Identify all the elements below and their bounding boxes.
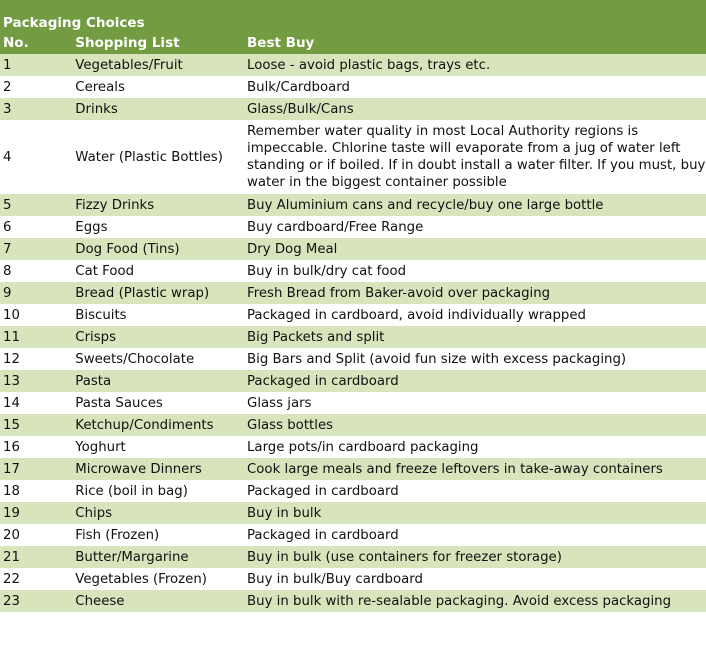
cell-best-buy: Fresh Bread from Baker-avoid over packaging	[244, 282, 706, 304]
cell-best-buy: Dry Dog Meal	[244, 238, 706, 260]
cell-shopping-list: Vegetables (Frozen)	[72, 568, 244, 590]
cell-shopping-list: Chips	[72, 502, 244, 524]
cell-shopping-list: Vegetables/Fruit	[72, 54, 244, 76]
cell-no: 18	[0, 480, 72, 502]
cell-shopping-list: Drinks	[72, 98, 244, 120]
cell-best-buy: Buy in bulk with re-sealable packaging. Avoid excess packaging	[244, 590, 706, 612]
cell-shopping-list: Eggs	[72, 216, 244, 238]
cell-best-buy: Buy in bulk/Buy cardboard	[244, 568, 706, 590]
cell-shopping-list: Fizzy Drinks	[72, 194, 244, 216]
table-row	[0, 590, 706, 612]
cell-shopping-list: Microwave Dinners	[72, 458, 244, 480]
title-row	[0, 0, 706, 33]
cell-no: 5	[0, 194, 72, 216]
table-row	[0, 120, 706, 194]
cell-best-buy: Packaged in cardboard	[244, 370, 706, 392]
cell-shopping-list: Bread (Plastic wrap)	[72, 282, 244, 304]
cell-best-buy: Buy cardboard/Free Range	[244, 216, 706, 238]
cell-shopping-list: Pasta	[72, 370, 244, 392]
table-row	[0, 54, 706, 76]
cell-no: 16	[0, 436, 72, 458]
cell-best-buy: Cook large meals and freeze leftovers in take-away containers	[244, 458, 706, 480]
cell-no: 15	[0, 414, 72, 436]
cell-best-buy: Buy in bulk/dry cat food	[244, 260, 706, 282]
cell-best-buy: Remember water quality in most Local Authority regions is impeccable. Chlorine taste will evaporate from a jug of water left standing or if boiled. If in doubt install a water filter. If you must, buy water in the biggest container possible	[244, 120, 706, 194]
table-row	[0, 480, 706, 502]
table-row	[0, 282, 706, 304]
cell-best-buy: Buy in bulk	[244, 502, 706, 524]
cell-shopping-list: Cat Food	[72, 260, 244, 282]
cell-shopping-list: Ketchup/Condiments	[72, 414, 244, 436]
cell-best-buy: Packaged in cardboard	[244, 524, 706, 546]
cell-shopping-list: Sweets/Chocolate	[72, 348, 244, 370]
cell-shopping-list: Yoghurt	[72, 436, 244, 458]
cell-shopping-list: Dog Food (Tins)	[72, 238, 244, 260]
table-row	[0, 370, 706, 392]
cell-no: 2	[0, 76, 72, 98]
cell-no: 13	[0, 370, 72, 392]
cell-no: 1	[0, 54, 72, 76]
table-row	[0, 392, 706, 414]
cell-best-buy: Loose - avoid plastic bags, trays etc.	[244, 54, 706, 76]
cell-no: 9	[0, 282, 72, 304]
cell-shopping-list: Fish (Frozen)	[72, 524, 244, 546]
table-row	[0, 216, 706, 238]
cell-no: 11	[0, 326, 72, 348]
cell-shopping-list: Water (Plastic Bottles)	[72, 120, 244, 194]
cell-best-buy: Big Bars and Split (avoid fun size with excess packaging)	[244, 348, 706, 370]
table-row	[0, 348, 706, 370]
table-row	[0, 414, 706, 436]
table-row	[0, 238, 706, 260]
cell-shopping-list: Rice (boil in bag)	[72, 480, 244, 502]
cell-best-buy: Buy Aluminium cans and recycle/buy one large bottle	[244, 194, 706, 216]
table-row	[0, 502, 706, 524]
table-row	[0, 194, 706, 216]
cell-best-buy: Packaged in cardboard	[244, 480, 706, 502]
table-row	[0, 260, 706, 282]
table-row	[0, 568, 706, 590]
cell-best-buy: Bulk/Cardboard	[244, 76, 706, 98]
cell-no: 22	[0, 568, 72, 590]
table-row	[0, 524, 706, 546]
cell-best-buy: Big Packets and split	[244, 326, 706, 348]
header-best-buy: Best Buy	[244, 33, 706, 54]
cell-best-buy: Glass/Bulk/Cans	[244, 98, 706, 120]
cell-no: 14	[0, 392, 72, 414]
cell-best-buy: Packaged in cardboard, avoid individually wrapped	[244, 304, 706, 326]
header-no: No.	[0, 33, 72, 54]
table-row	[0, 304, 706, 326]
table-row	[0, 98, 706, 120]
table-title: Packaging Choices	[0, 0, 706, 33]
cell-no: 4	[0, 120, 72, 194]
cell-no: 23	[0, 590, 72, 612]
cell-best-buy: Buy in bulk (use containers for freezer storage)	[244, 546, 706, 568]
header-row	[0, 33, 706, 54]
cell-shopping-list: Pasta Sauces	[72, 392, 244, 414]
cell-no: 21	[0, 546, 72, 568]
cell-best-buy: Glass bottles	[244, 414, 706, 436]
cell-no: 3	[0, 98, 72, 120]
cell-shopping-list: Butter/Margarine	[72, 546, 244, 568]
cell-no: 8	[0, 260, 72, 282]
cell-no: 7	[0, 238, 72, 260]
cell-shopping-list: Crisps	[72, 326, 244, 348]
cell-no: 17	[0, 458, 72, 480]
table-row	[0, 458, 706, 480]
table-row	[0, 76, 706, 98]
cell-no: 12	[0, 348, 72, 370]
header-shopping-list: Shopping List	[72, 33, 244, 54]
table-row	[0, 436, 706, 458]
cell-no: 20	[0, 524, 72, 546]
cell-no: 6	[0, 216, 72, 238]
table-row	[0, 326, 706, 348]
table-row	[0, 546, 706, 568]
cell-best-buy: Large pots/in cardboard packaging	[244, 436, 706, 458]
cell-no: 10	[0, 304, 72, 326]
cell-shopping-list: Cheese	[72, 590, 244, 612]
cell-best-buy: Glass jars	[244, 392, 706, 414]
cell-shopping-list: Biscuits	[72, 304, 244, 326]
cell-no: 19	[0, 502, 72, 524]
cell-shopping-list: Cereals	[72, 76, 244, 98]
